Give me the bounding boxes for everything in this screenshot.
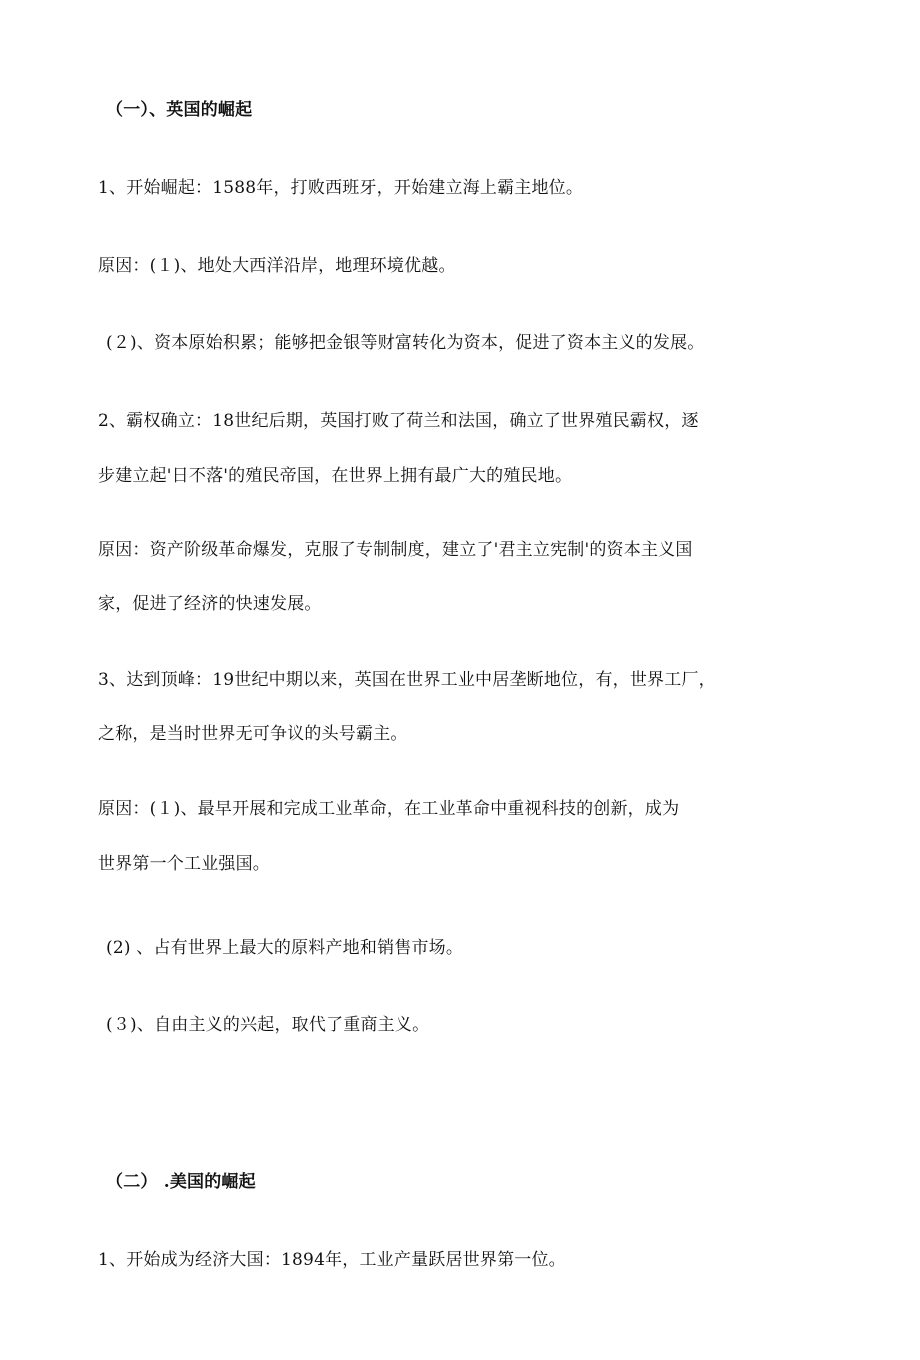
paragraph-line: (２)、资本原始积累；能够把金银等财富转化为资本，促进了资本主义的发展。 — [106, 333, 705, 353]
paragraph-line: 原因：(１)、地处大西洋沿岸，地理环境优越。 — [98, 256, 456, 276]
paragraph-line: 原因：(１)、最早开展和完成工业革命，在工业革命中重视科技的创新，成为 — [98, 799, 680, 819]
section-heading-britain: （一）、英国的崛起 — [106, 100, 253, 120]
paragraph-line: 之称，是当时世界无可争议的头号霸主。 — [98, 724, 408, 744]
paragraph-line: 步建立起'日不落'的殖民帝国，在世界上拥有最广大的殖民地。 — [98, 466, 573, 486]
section-heading-usa: （二） .美国的崛起 — [106, 1172, 256, 1192]
paragraph-line: 3、达到顶峰：19世纪中期以来，英国在世界工业中居垄断地位，有，世界工厂， — [98, 670, 716, 690]
paragraph-line: 家，促进了经济的快速发展。 — [98, 594, 322, 614]
paragraph-line: 2、霸权确立：18世纪后期，英国打败了荷兰和法国，确立了世界殖民霸权，逐 — [98, 411, 699, 431]
paragraph-line: 原因：资产阶级革命爆发，克服了专制制度，建立了'君主立宪制'的资本主义国 — [98, 540, 693, 560]
paragraph-line: 1、开始成为经济大国：1894年，工业产量跃居世界第一位。 — [98, 1250, 566, 1270]
paragraph-line: (３)、自由主义的兴起，取代了重商主义。 — [106, 1015, 430, 1035]
paragraph-line: 世界第一个工业强国。 — [98, 854, 270, 874]
paragraph-line: (2) 、占有世界上最大的原料产地和销售市场。 — [106, 938, 464, 958]
paragraph-line: 1、开始崛起：1588年，打败西班牙，开始建立海上霸主地位。 — [98, 178, 584, 198]
